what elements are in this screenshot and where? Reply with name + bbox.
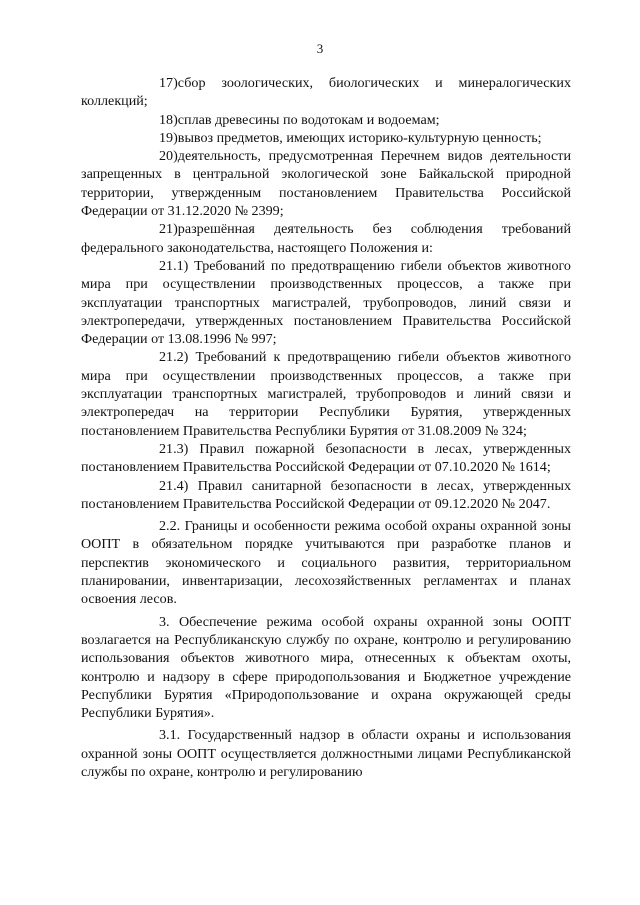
item-text: Требований по предотвращению гибели объектов животного мира при осуществлении производственных процессов, а также при эксплуатации транспортных магистралей, трубопроводов, линий связи и электропередачи, утвержденных постановлением Правительства Российской Федерации от 13.08.1996 № 997; (81, 257, 571, 348)
item-number: 21.1) (159, 257, 189, 274)
item-text: Правил пожарной безопасности в лесах, утвержденных постановлением Правительства Российской Федерации от 07.10.2020 № 1614; (81, 440, 571, 476)
item-number: 3. (159, 613, 170, 630)
item-text: деятельность, предусмотренная Перечнем видов деятельности запрещенных в центральной экологической зоне Байкальской природной территории, утвержденным постановлением Правительства Российской Федерации от 31.12.2020 № 2399; (81, 148, 571, 220)
item-text: сплав древесины по водотокам и водоемам; (177, 111, 440, 128)
list-item-21-3 (81, 440, 571, 477)
document-body (81, 74, 571, 781)
item-text: Правил санитарной безопасности в лесах, утвержденных постановлением Правительства Российской Федерации от 09.12.2020 № 2047. (81, 477, 571, 512)
page-number: 3 (316, 41, 324, 56)
item-number: 18) (159, 111, 178, 128)
item-text: вывоз предметов, имеющих историко-культурную ценность; (177, 129, 542, 146)
item-number: 2.2. (159, 518, 181, 535)
item-text: Требований к предотвращению гибели объектов животного мира при осуществлении производственных процессов, а также при эксплуатации транспортных магистралей, трубопроводов и линий связи и электропередач на территории Республики Бурятия, утвержденных постановлением Правительства Республики Бурятия от 31.08.2009 № 324; (81, 349, 571, 439)
item-number: 17) (159, 75, 178, 91)
list-item-21-4 (81, 477, 571, 514)
list-item-18 (81, 111, 571, 129)
item-number: 21.4) (159, 477, 189, 494)
item-text: Обеспечение режима особой охраны охранной зоны ООПТ возлагается на Республиканскую службу по охране, контролю и регулированию использования объектов животного мира, отнесенных к объектам охоты, контролю и надзору в сфере природопользования и Бюджетное учреждение Республики Бурятия «Природопользование и охрана окружающей среды Республики Бурятия». (81, 613, 571, 722)
item-text: Границы и особенности режима особой охраны охранной зоны ООПТ в обязательном порядке учитываются при разработке планов и перспектив экономического и социального развития, территориальном планировании, инвентаризации, лесохозяйственных регламентах и планах освоения лесов. (81, 518, 571, 608)
section-3 (81, 613, 571, 723)
item-number: 19) (159, 129, 178, 146)
section-2-2 (81, 517, 571, 608)
list-item-17 (81, 74, 571, 111)
item-text: сбор зоологических, биологических и минералогических коллекций; (81, 75, 571, 110)
item-number: 21) (159, 221, 178, 238)
list-item-21-2 (81, 348, 571, 439)
item-number: 3.1. (159, 727, 181, 744)
section-3-1 (81, 726, 571, 781)
list-item-20 (81, 147, 571, 220)
item-number: 21.2) (159, 349, 189, 366)
list-item-21 (81, 220, 571, 257)
item-text: Государственный надзор в области охраны и использования охранной зоны ООПТ осуществляется должностными лицами Республиканской службы по охране, контролю и регулированию (81, 727, 571, 780)
item-number: 20) (159, 148, 178, 165)
list-item-21-1 (81, 257, 571, 348)
item-text: разрешённая деятельность без соблюдения требований федерального законодательства, настоящего Положения и: (81, 221, 571, 256)
item-number: 21.3) (159, 440, 189, 457)
list-item-19 (81, 129, 571, 147)
